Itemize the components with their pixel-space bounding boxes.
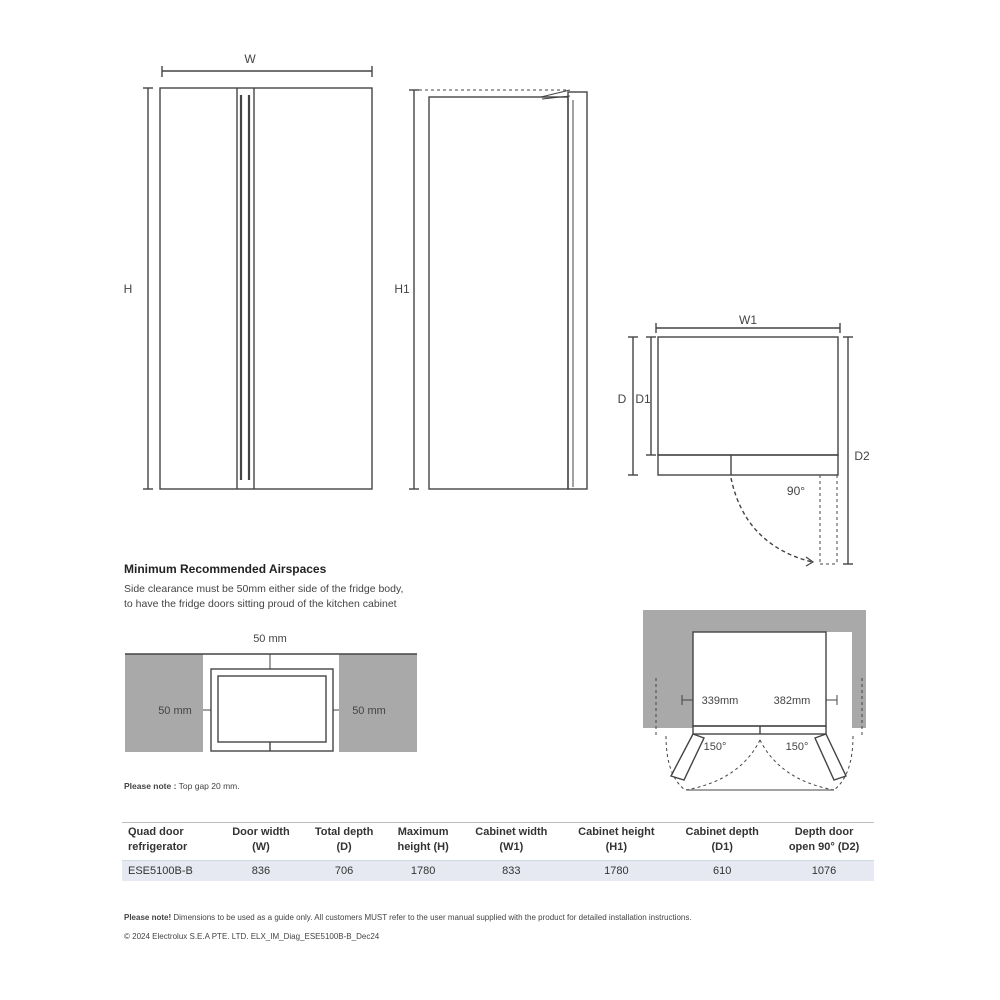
header-cabinet-width: Cabinet width (W1): [460, 823, 562, 861]
top-gap-note: [124, 781, 240, 791]
fridge-body-top: [693, 632, 826, 726]
right-door-clearance-label: 382mm: [773, 695, 811, 707]
specifications-table: [122, 822, 874, 881]
left-door-clearance-label: 339mm: [701, 695, 739, 707]
disclaimer: [124, 913, 692, 922]
table-header-row: [122, 823, 874, 861]
header-max-height: Maximum height (H): [386, 823, 460, 861]
label-90-degrees: 90°: [786, 484, 806, 498]
label-w1: W1: [739, 313, 757, 327]
side-view: [409, 90, 587, 489]
label-d2: D2: [854, 449, 870, 463]
cell-cabinet-depth: 610: [670, 861, 774, 882]
top-view: [628, 323, 853, 566]
side-outline: [429, 97, 568, 489]
side-door-profile: [568, 92, 587, 489]
left-door-open: [671, 734, 704, 780]
disclaimer-label: Please note!: [124, 913, 172, 922]
top-doors: [658, 455, 838, 475]
cell-cabinet-width: 833: [460, 861, 562, 882]
top-gap-note-text: Top gap 20 mm.: [178, 781, 240, 791]
cabinet-recess-block: [643, 610, 866, 728]
cell-depth-door-open: 1076: [774, 861, 874, 882]
door-swing-diagram: [643, 610, 866, 790]
front-view: [143, 66, 372, 489]
right-clearance-label: 50 mm: [352, 705, 386, 717]
label-h: H: [123, 282, 133, 296]
right-door-open: [815, 734, 846, 780]
copyright: © 2024 Electrolux S.E.A PTE. LTD. ELX_IM_Diag_ESE5100B-B_Dec24: [124, 932, 380, 941]
top-gap-note-label: Please note :: [124, 781, 177, 791]
cell-total-depth: 706: [302, 861, 386, 882]
cell-cabinet-height: 1780: [562, 861, 670, 882]
airspaces-description-line1: Side clearance must be 50mm either side of the fridge body,: [124, 583, 404, 595]
left-door-angle-label: 150°: [703, 741, 727, 753]
header-model: Quad door refrigerator: [122, 823, 220, 861]
header-door-width: Door width (W): [220, 823, 302, 861]
table-row: [122, 861, 874, 882]
cell-model: ESE5100B-B: [122, 861, 220, 882]
label-h1: H1: [394, 282, 410, 296]
front-outline: [160, 88, 372, 489]
cell-max-height: 1780: [386, 861, 460, 882]
left-clearance-label: 50 mm: [158, 705, 192, 717]
label-w: W: [244, 52, 256, 66]
top-outline: [658, 337, 838, 455]
airspaces-description-line2: to have the fridge doors sitting proud of the kitchen cabinet: [124, 598, 397, 610]
right-cabinet-block: [339, 654, 417, 752]
header-cabinet-height: Cabinet height (H1): [562, 823, 670, 861]
cell-door-width: 836: [220, 861, 302, 882]
top-clearance-label: 50 mm: [253, 633, 287, 645]
header-total-depth: Total depth (D): [302, 823, 386, 861]
right-door-angle-label: 150°: [785, 741, 809, 753]
disclaimer-text: Dimensions to be used as a guide only. All customers MUST refer to the user manual supplied with the product for detailed installation instructions.: [173, 913, 692, 922]
left-cabinet-block: [125, 654, 203, 752]
label-d1: D1: [635, 392, 651, 406]
fridge-outline-top: [211, 669, 333, 751]
header-depth-door-open: Depth door open 90° (D2): [774, 823, 874, 861]
airspace-diagram: [125, 654, 417, 752]
label-d: D: [617, 392, 627, 406]
airspaces-heading: Minimum Recommended Airspaces: [124, 562, 327, 576]
header-cabinet-depth: Cabinet depth (D1): [670, 823, 774, 861]
